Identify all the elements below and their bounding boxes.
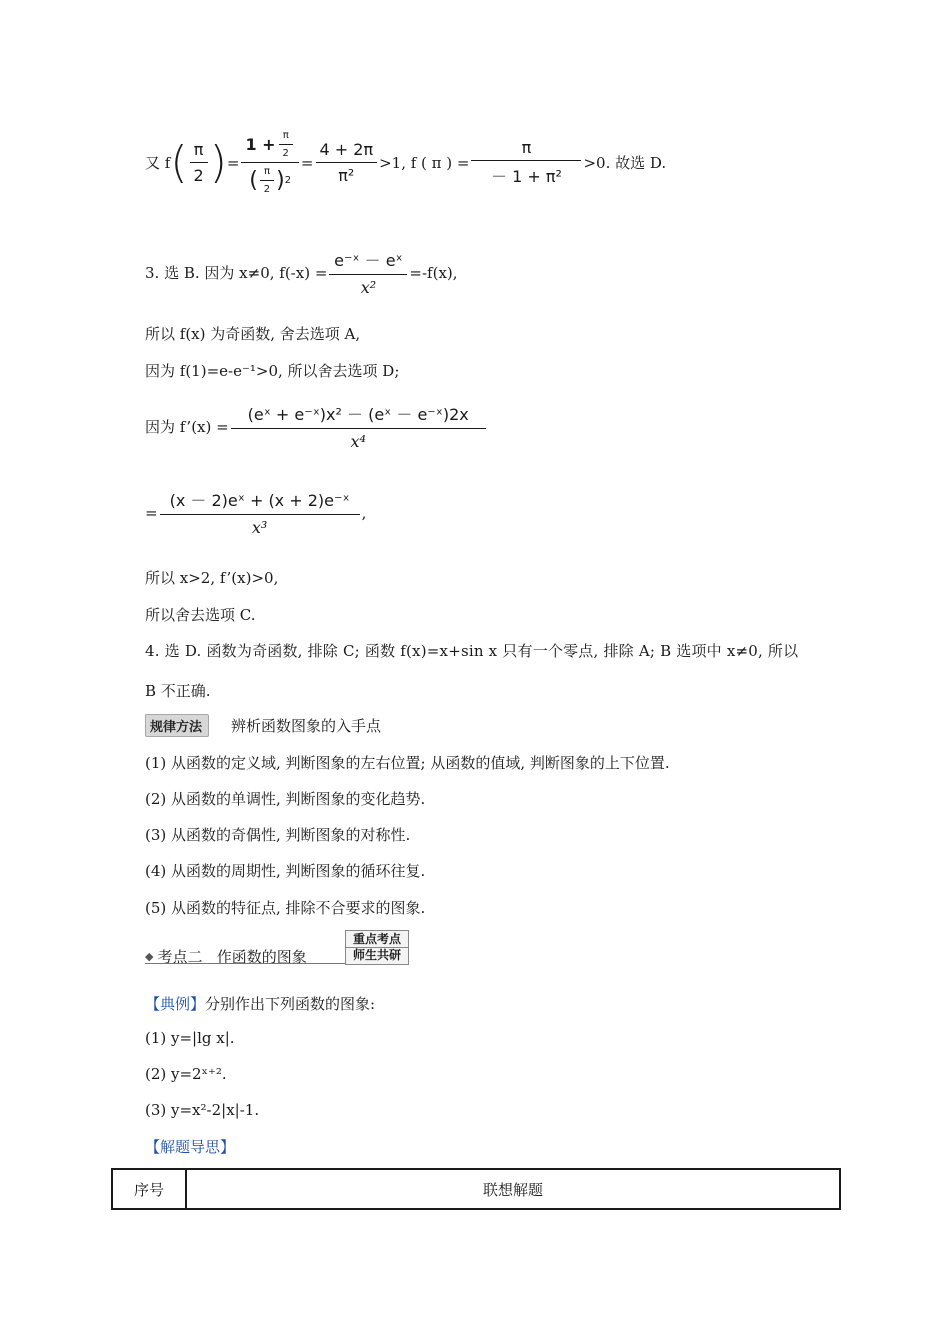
line-7: 所以 x>2, f’(x)>0, [145,569,279,587]
example-item-3: (3) y=x²-2|x|-1. [145,1101,260,1119]
diamond-icon: ◆ [145,950,154,963]
rule-heading [145,714,381,737]
line-8: 所以舍去选项 C. [145,606,256,624]
fraction-line5: $\frac{\text{(eˣ + e⁻ˣ)x² － (eˣ － e⁻ˣ)2x}}{\text{x⁴}}$ [231,402,486,451]
table-header-index: 序号 [112,1169,186,1209]
rule-item-4: (4) 从函数的周期性, 判断图象的循环往复. [145,862,426,880]
key-point-badge: 重点考点 师生共研 [345,930,409,965]
rule-item-2: (2) 从函数的单调性, 判断图象的变化趋势. [145,790,426,808]
example-heading [145,993,375,1014]
rule-item-5: (5) 从函数的特征点, 排除不合要求的图象. [145,899,426,917]
fraction-1: 1 + $\frac{\pi}{2}$ ( $\frac{\pi}{2}$ ) 2 [241,130,298,195]
rule-item-1: (1) 从函数的定义域, 判断图象的左右位置; 从函数的值域, 判断图象的上下位置. [145,754,670,772]
line-9: 4. 选 D. 函数为奇函数, 排除 C; 函数 f(x)=x+sin x 只有一个零点, 排除 A; B 选项中 x≠0, 所以 [145,642,799,660]
fraction-2: $\frac{4 + 2\pi}{\text{π²}}$ [316,140,378,185]
example-text: 分别作出下列函数的图象: [205,995,376,1013]
line1-tail: >0. 故选 D. [583,154,667,172]
arg-fraction: $\frac{\pi}{2}$ [190,140,208,185]
line1-prefix: 又 f [145,154,171,172]
line-3: 所以 f(x) 为奇函数, 舍去选项 A, [145,325,361,343]
line-10: B 不正确. [145,682,211,700]
line-4: 因为 f(1)=e-e⁻¹>0, 所以舍去选项 D; [145,362,400,380]
rule-badge: 规律方法 [145,714,209,737]
example-tag: 【典例】 [145,995,206,1013]
rule-item-3: (3) 从函数的奇偶性, 判断图象的对称性. [145,826,411,844]
section-underline [145,963,345,964]
example-item-2: (2) y=2ˣ⁺². [145,1065,227,1083]
table-row [112,1169,840,1209]
guide-tag: 【解题导思】 [145,1138,236,1156]
rule-title: 辨析函数图象的入手点 [231,717,382,735]
line-2: 3. 选 B. 因为 x≠0, f(-x) = $\frac{\text{e⁻ˣ － eˣ}}{\text{x²}}$ =-f(x), [145,248,458,297]
line-6: = $\frac{\text{(x － 2)eˣ + (x + 2)e⁻ˣ}}{\text{x³}}$ , [145,488,366,537]
fraction-3: $\frac{\pi}{\text{－ 1 + π²}}$ [471,138,581,187]
line1-after: >1, f ( π ) = [379,153,470,172]
fraction-line6: $\frac{\text{(x － 2)eˣ + (x + 2)e⁻ˣ}}{\text{x³}}$ [160,488,360,537]
right-paren: ) [209,136,227,188]
fraction-line2: $\frac{\text{e⁻ˣ － eˣ}}{\text{x²}}$ [329,248,407,297]
line-1: 又 f ( $\frac{\pi}{2}$ ) = 1 + $\frac{\pi}{2}$ ( $\frac{\pi}{2}$ ) 2 = $\frac{4 + 2\pi}{\text{π²}}$ >1, f ( π ) = $\frac{\pi}{\text{－ 1 + π²}}$ >0. 故选 D. [145,130,667,195]
section-title: 考点二 作函数的图象 [157,948,307,966]
guide-table [111,1168,841,1210]
line-5: 因为 f’(x) = $\frac{\text{(eˣ + e⁻ˣ)x² － (eˣ － e⁻ˣ)2x}}{\text{x⁴}}$ [145,402,488,451]
example-item-1: (1) y=|lg x|. [145,1029,235,1047]
table-header-solution: 联想解题 [186,1169,840,1209]
equals: = [226,153,240,172]
left-paren: ( [170,136,188,188]
